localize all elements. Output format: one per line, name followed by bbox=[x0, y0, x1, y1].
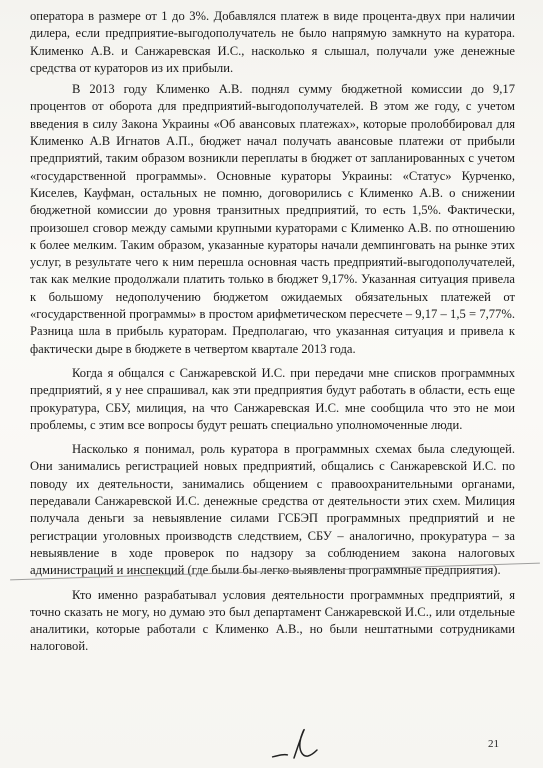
paragraph-2: В 2013 году Клименко А.В. поднял сумму бюджетной комиссии до 9,17 процентов от оборота для предприятий-выгодополучателей. В этом же году, с учетом введения в силу Закона Украины «Об авансовых платежах», которые пролоббировал для Клименко А.В Игнатов А.П., бюджет начал получать авансовые платежи от прибыли предприятий, таким образом возникли переплаты в бюджет от запланированных с учетом «государственной программы». Основные кураторы Украины: «Статус» Курченко, Киселев, Кауфман, остальных не помню, договорились с Клименко А.В. о снижении бюджетной комиссии до уровня транзитных предприятий, то есть 1,5%. Фактически, произошел сговор между самыми крупными кураторами с Клименко А.В. по отношению к более мелким. Таким образом, указанные кураторы начали демпинговать на рынке этих услуг, в результате чего к ним перешла основная часть предприятий-выгодополучателей, так как мелкие продолжали платить только в бюджет 9,17%. Указанная ситуация привела к большому недополучению бюджетом ожидаемых обязательных платежей от «государственной программы» в простом арифметическом пересчете – 9,17 – 1,5 = 7,77%. Разница шла в прибыль кураторам. Предполагаю, что указанная ситуация и привела к фактически дыре в бюджете в четвертом квартале 2013 года. bbox=[30, 82, 515, 356]
paragraph-1: оператора в размере от 1 до 3%. Добавлялся платеж в виде процента-двух при наличии дилера, если предприятие-выгодополучатель не было напрямую замкнуто на куратора. Клименко А.В. и Санжаревская И.С., насколько я слышал, получали уже денежные средства от кураторов из их прибыли. bbox=[30, 9, 515, 75]
handwritten-signature bbox=[268, 724, 328, 764]
page-number: 21 bbox=[488, 738, 499, 750]
paragraph-4: Насколько я понимал, роль куратора в программных схемах была следующей. Они занимались регистрацией новых предприятий, общались с Санжаревской И.С. по поводу их деятельности, занимались общением с правоохранительными органами, передавали Санжаревской И.С. денежные средства от деятельности этих схем. Милиция получала деньги за невыявление силами ГСБЭП программных предприятий и не регистрации уголовных производств следствием, СБУ – аналогично, прокуратура – за невыявление в ходе проверок по надзору за соблюдением закона налоговых администраций и инспекций (где были бы легко выявлены программные предприятия). bbox=[30, 442, 515, 578]
paragraph-3: Когда я общался с Санжаревской И.С. при передачи мне списков программных предприятий, я у нее спрашивал, как эти предприятия будут работать в области, есть еще прокуратура, СБУ, милиция, на что Санжаревская И.С. мне сообщила что это не мои проблемы, с этим все вопросы будут решать специально уполномоченные люди. bbox=[30, 365, 515, 432]
document-body bbox=[30, 0, 515, 656]
paragraph-5: Кто именно разрабатывал условия деятельности программных предприятий, я точно сказать не могу, но думаю это был департамент Санжаревской И.С., или отдельные аналитики, которые работали с Клименко А.В., но были нештатными сотрудниками налоговой. bbox=[30, 587, 515, 654]
